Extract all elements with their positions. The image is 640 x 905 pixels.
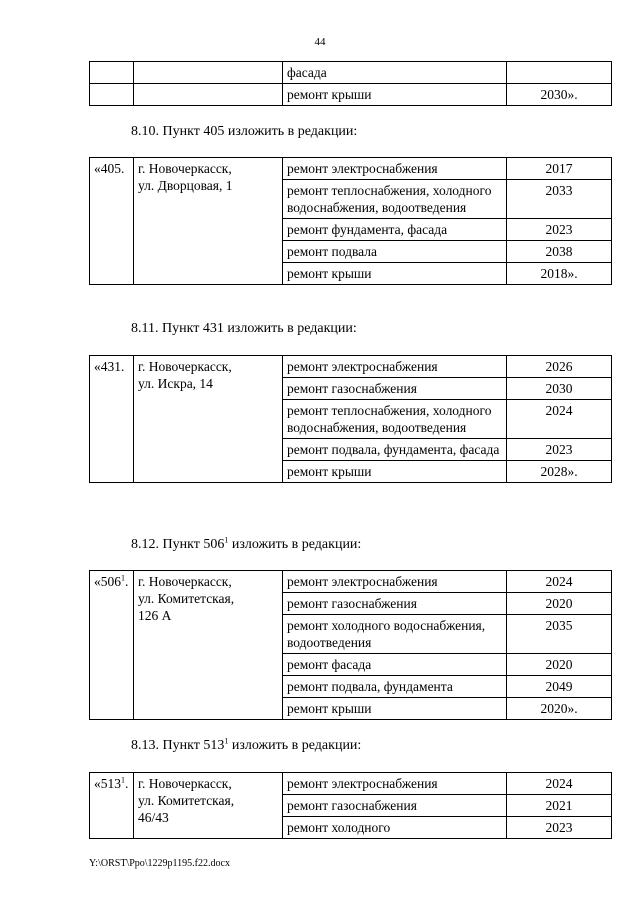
work-cell: ремонт теплоснабжения, холодного водоснабжения, водоотведения <box>283 180 507 219</box>
year-cell: 2020 <box>507 654 612 676</box>
number-text: «513 <box>94 776 121 791</box>
work-cell: ремонт холодного <box>283 817 507 839</box>
year-cell: 2023 <box>507 219 612 241</box>
number-text: «506 <box>94 574 121 589</box>
work-cell: ремонт подвала <box>283 241 507 263</box>
continuation-table <box>89 61 612 106</box>
year-cell: 2038 <box>507 241 612 263</box>
work-cell: ремонт электроснабжения <box>283 158 507 180</box>
address-line: ул. Комитетская, <box>138 591 235 606</box>
table-row <box>90 356 612 378</box>
number-superscript: 1 <box>121 573 125 583</box>
section-table <box>89 157 612 285</box>
year-cell: 2030 <box>507 378 612 400</box>
address-cell <box>134 158 283 285</box>
address-cell <box>134 84 283 106</box>
table-row <box>90 62 612 84</box>
address-line: ул. Комитетская, <box>138 793 235 808</box>
heading-superscript: 1 <box>224 736 229 746</box>
heading-text: 8.12. Пункт 506 <box>131 537 225 552</box>
address-line: г. Новочеркасск, <box>138 161 232 176</box>
file-path-footer: Y:\ORST\Ppo\1229p1195.f22.docx <box>89 858 230 869</box>
address-cell <box>134 571 283 720</box>
work-cell: ремонт электроснабжения <box>283 773 507 795</box>
work-cell: ремонт холодного водоснабжения, водоотведения <box>283 615 507 654</box>
work-cell: ремонт газоснабжения <box>283 593 507 615</box>
work-cell: ремонт теплоснабжения, холодного водоснабжения, водоотведения <box>283 400 507 439</box>
number-cell: «405. <box>90 158 134 285</box>
year-cell: 2023 <box>507 817 612 839</box>
number-cell <box>90 84 134 106</box>
year-cell <box>507 62 612 84</box>
year-cell: 2035 <box>507 615 612 654</box>
number-cell <box>90 773 134 839</box>
number-superscript: 1 <box>121 775 125 785</box>
table-row <box>90 158 612 180</box>
section-heading: 8.10. Пункт 405 изложить в редакции: <box>131 124 358 139</box>
year-cell: 2028». <box>507 461 612 483</box>
year-cell: 2020». <box>507 698 612 720</box>
year-cell: 2033 <box>507 180 612 219</box>
year-cell: 2030». <box>507 84 612 106</box>
table-row <box>90 571 612 593</box>
year-cell: 2026 <box>507 356 612 378</box>
address-line: ул. Дворцовая, 1 <box>138 178 233 193</box>
year-cell: 2024 <box>507 571 612 593</box>
number-cell <box>90 571 134 720</box>
address-cell <box>134 773 283 839</box>
page-number: 44 <box>314 36 326 48</box>
work-cell: фасада <box>283 62 507 84</box>
year-cell: 2021 <box>507 795 612 817</box>
year-cell: 2020 <box>507 593 612 615</box>
table-row <box>90 773 612 795</box>
number-suffix: . <box>125 574 129 589</box>
address-line: ул. Искра, 14 <box>138 376 213 391</box>
table-row <box>90 84 612 106</box>
work-cell: ремонт электроснабжения <box>283 356 507 378</box>
address-line: 46/43 <box>138 810 169 825</box>
work-cell: ремонт крыши <box>283 84 507 106</box>
heading-superscript: 1 <box>224 535 229 545</box>
work-cell: ремонт крыши <box>283 698 507 720</box>
address-cell <box>134 356 283 483</box>
address-line: г. Новочеркасск, <box>138 574 232 589</box>
work-cell: ремонт электроснабжения <box>283 571 507 593</box>
year-cell: 2023 <box>507 439 612 461</box>
work-cell: ремонт газоснабжения <box>283 795 507 817</box>
work-cell: ремонт фундамента, фасада <box>283 219 507 241</box>
year-cell: 2018». <box>507 263 612 285</box>
section-table <box>89 355 612 483</box>
heading-text-rest: изложить в редакции: <box>228 738 362 753</box>
year-cell: 2024 <box>507 400 612 439</box>
heading-text: 8.13. Пункт 513 <box>131 738 225 753</box>
number-cell: «431. <box>90 356 134 483</box>
work-cell: ремонт подвала, фундамента, фасада <box>283 439 507 461</box>
work-cell: ремонт газоснабжения <box>283 378 507 400</box>
year-cell: 2049 <box>507 676 612 698</box>
work-cell: ремонт крыши <box>283 263 507 285</box>
address-line: г. Новочеркасск, <box>138 776 232 791</box>
work-cell: ремонт подвала, фундамента <box>283 676 507 698</box>
section-heading <box>131 738 361 754</box>
address-cell <box>134 62 283 84</box>
number-suffix: . <box>125 776 129 791</box>
work-cell: ремонт фасада <box>283 654 507 676</box>
address-line: г. Новочеркасск, <box>138 359 232 374</box>
work-cell: ремонт крыши <box>283 461 507 483</box>
year-cell: 2024 <box>507 773 612 795</box>
heading-text-rest: изложить в редакции: <box>228 537 362 552</box>
address-line: 126 А <box>138 608 172 623</box>
section-heading <box>131 537 361 553</box>
number-cell <box>90 62 134 84</box>
section-heading: 8.11. Пункт 431 изложить в редакции: <box>131 321 357 336</box>
section-table <box>89 772 612 839</box>
year-cell: 2017 <box>507 158 612 180</box>
section-table <box>89 570 612 720</box>
